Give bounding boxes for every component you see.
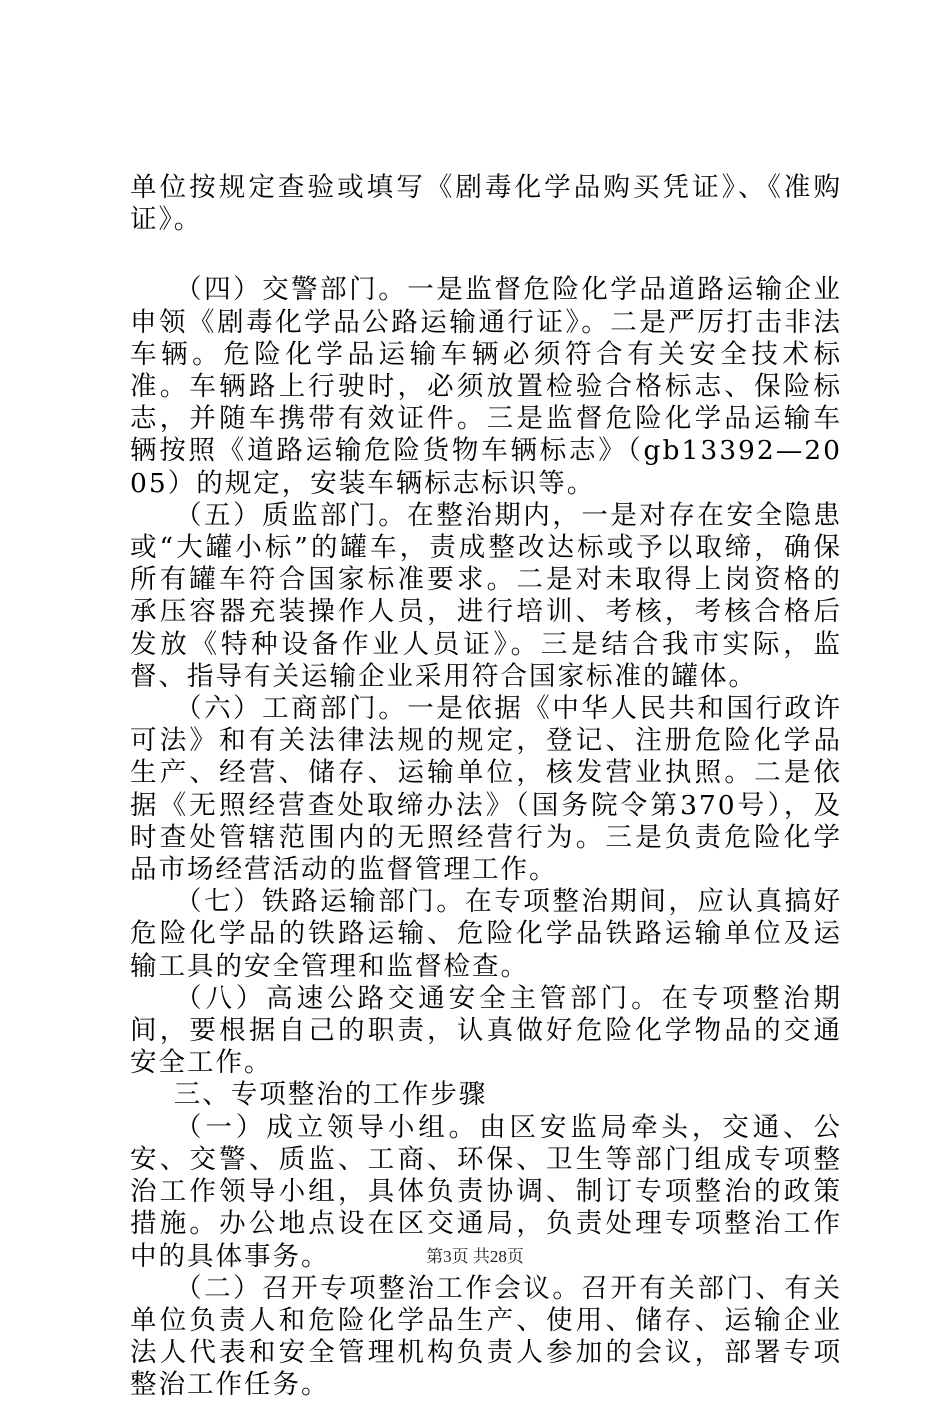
page-footer: 第3页 共28页 <box>426 1247 524 1266</box>
paragraph-traffic-police: （四）交警部门。一是监督危险化学品道路运输企业申领《剧毒化学品公路运输通行证》。二是严厉打击非法车辆。危险化学品运输车辆必须符合有关安全技术标准。车辆路上行驶时，必须放置检验合格标志、保险标志，并随车携带有效证件。三是监督危险化学品运输车辆按照《道路运输危险货物车辆标志》（gb13392—2005）的规定，安装车辆标志标识等。 <box>130 274 842 499</box>
paragraph-industry-commerce: （六）工商部门。一是依据《中华人民共和国行政许可法》和有关法律法规的规定，登记、注册危险化学品生产、经营、储存、运输单位，核发营业执照。二是依据《无照经营查处取缔办法》（国务院令第370号），及时查处管辖范围内的无照经营行为。三是负责危险化学品市场经营活动的监督管理工作。 <box>130 693 842 886</box>
paragraph-railway: （七）铁路运输部门。在专项整治期间，应认真搞好危险化学品的铁路运输、危险化学品铁路运输单位及运输工具的安全管理和监督检查。 <box>130 886 842 982</box>
paragraph-quality-supervision: （五）质监部门。在整治期内，一是对存在安全隐患或“大罐小标”的罐车，责成整改达标或予以取缔，确保所有罐车符合国家标准要求。二是对未取得上岗资格的承压容器充装操作人员，进行培训、考核，考核合格后发放《特种设备作业人员证》。三是结合我市实际，监督、指导有关运输企业采用符合国家标准的罐体。 <box>130 499 842 692</box>
document-body <box>130 172 842 1402</box>
section-heading-work-steps: 三、专项整治的工作步骤 <box>173 1079 488 1111</box>
paragraph-continuation: 单位按规定查验或填写《剧毒化学品购买凭证》、《准购证》。 <box>130 172 842 236</box>
paragraph-work-meeting: （二）召开专项整治工作会议。召开有关部门、有关单位负责人和危险化学品生产、使用、储存、运输企业法人代表和安全管理机构负责人参加的会议，部署专项整治工作任务。 <box>130 1272 842 1401</box>
paragraph-highway: （八）高速公路交通安全主管部门。在专项整治期间，要根据自己的职责，认真做好危险化学物品的交通安全工作。 <box>130 982 842 1079</box>
paragraph-leading-group: （一）成立领导小组。由区安监局牵头，交通、公安、交警、质监、工商、环保、卫生等部门组成专项整治工作领导小组，具体负责协调、制订专项整治的政策措施。办公地点设在区交通局，负责处理专项整治工作中的具体事务。 <box>130 1111 842 1272</box>
